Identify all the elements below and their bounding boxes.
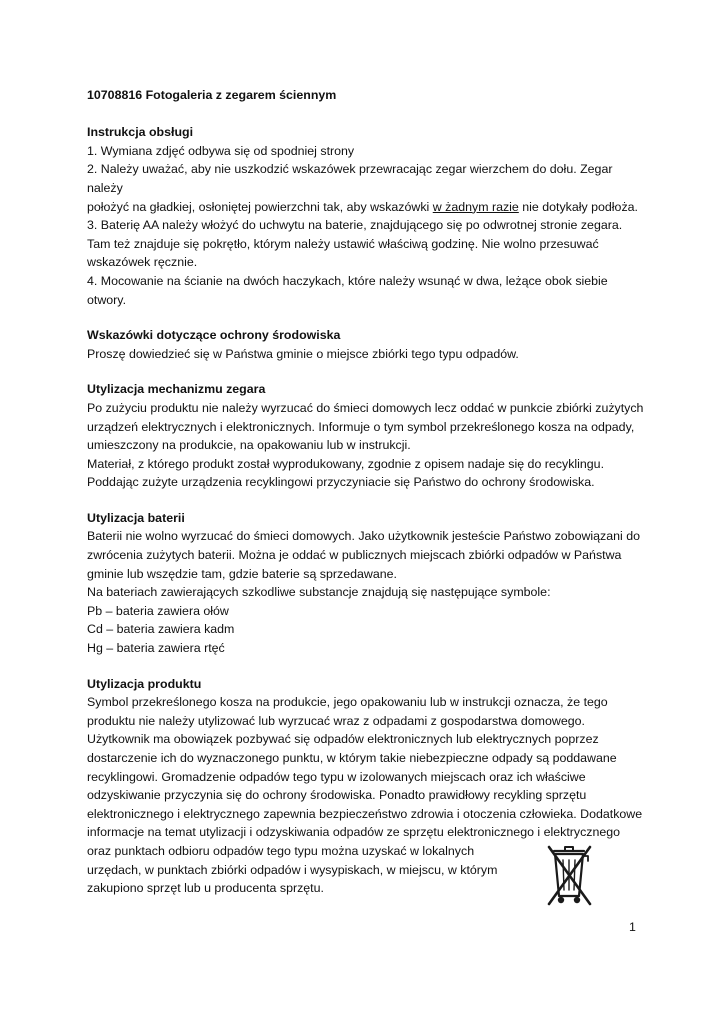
instructions-heading: Instrukcja obsługi xyxy=(87,125,194,140)
clock-mechanism-line: umieszczony na produkcie, na opakowaniu lub w instrukcji. xyxy=(87,438,411,453)
product-line: zakupiono sprzęt lub u producenta sprzętu. xyxy=(87,881,324,896)
battery-symbol-hg: Hg – bateria zawiera rtęć xyxy=(87,641,225,656)
product-line: Użytkownik ma obowiązek pozbywać się odpadów elektronicznych lub elektrycznych poprzez xyxy=(87,732,599,747)
product-heading: Utylizacja produktu xyxy=(87,676,202,691)
clock-mechanism-line: Materiał, z którego produkt został wyprodukowany, zgodnie z opisem nadaje się do recyklingu. xyxy=(87,456,605,471)
clock-mechanism-heading: Utylizacja mechanizmu zegara xyxy=(87,382,266,397)
battery-symbol-pb: Pb – bateria zawiera ołów xyxy=(87,603,229,618)
environment-heading: Wskazówki dotyczące ochrony środowiska xyxy=(87,328,341,343)
item-2-underlined-text: w żadnym razie xyxy=(432,199,519,214)
batteries-line: Na bateriach zawierających szkodliwe substancje znajdują się następujące symbole: xyxy=(87,585,551,600)
instructions-item-3-line-2: Tam też znajduje się pokrętło, którym należy ustawić właściwą godzinę. Nie wolno przesuwać xyxy=(87,236,599,251)
product-line: recyklingowi. Gromadzenie odpadów tego typu w izolowanych miejscach oraz ich właściwe xyxy=(87,769,586,784)
page-number: 1 xyxy=(629,920,636,934)
batteries-line: gminie lub wszędzie tam, gdzie baterie są sprzedawane. xyxy=(87,566,397,581)
product-line: urzędach, w punktach zbiórki odpadów i wysypiskach, w miejscu, w którym xyxy=(87,862,498,877)
instructions-item-1: 1. Wymiana zdjęć odbywa się od spodniej strony xyxy=(87,143,355,158)
product-line: oraz punktach odbioru odpadów tego typu można uzyskać w lokalnych xyxy=(87,843,475,858)
instructions-item-2-line-1: 2. Należy uważać, aby nie uszkodzić wskazówek przewracając zegar wierzchem do dołu. Zegar należy xyxy=(87,162,613,195)
product-line: odzyskiwanie przyczynia się do ochrony środowiska. Ponadto prawidłowy recykling sprzętu xyxy=(87,788,587,803)
instructions-item-3-line-1: 3. Baterię AA należy włożyć do uchwytu na baterie, znajdującego się po odwrotnej stronie zegara. xyxy=(87,218,623,233)
product-line: Symbol przekreślonego kosza na produkcie, jego opakowaniu lub w instrukcji oznacza, że tego xyxy=(87,695,608,710)
crossed-out-wheelie-bin-icon xyxy=(527,834,611,916)
batteries-heading: Utylizacja baterii xyxy=(87,510,185,525)
product-line: produktu nie należy utylizować lub wyrzucać wraz z odpadami z gospodarstwa domowego. xyxy=(87,713,585,728)
clock-mechanism-line: Poddając zużyte urządzenia recyklingowi przyczyniacie się Państwo do ochrony środowiska. xyxy=(87,475,595,490)
product-line: elektronicznego i elektrycznego zapewnia bezpieczeństwo zdrowia i otoczenia człowieka. Dodatkowe xyxy=(87,806,643,821)
clock-mechanism-line: Po zużyciu produktu nie należy wyrzucać do śmieci domowych lecz oddać w punkcie zbiórki zużytych xyxy=(87,400,644,415)
batteries-line: Baterii nie wolno wyrzucać do śmieci domowych. Jako użytkownik jesteście Państwo zobowiązani do xyxy=(87,529,641,544)
instructions-item-2-line-2 xyxy=(87,198,647,217)
product-line: informacje na temat utylizacji i odzyskiwania odpadów ze sprzętu elektronicznego i elektrycznego xyxy=(87,825,621,840)
clock-mechanism-line: urządzeń elektrycznych i elektronicznych. Informuje o tym symbol przekreślonego kosza na odpady, xyxy=(87,419,635,434)
product-line: dostarczenie ich do wyznaczonego punktu, w którym takie niebezpieczne odpady są poddawane xyxy=(87,751,617,765)
document-title: 10708816 Fotogaleria z zegarem ściennym xyxy=(87,88,337,102)
battery-symbol-cd: Cd – bateria zawiera kadm xyxy=(87,622,235,637)
environment-line: Proszę dowiedzieć się w Państwa gminie o miejsce zbiórki tego typu odpadów. xyxy=(87,346,519,361)
instructions-item-4-line-1: 4. Mocowanie na ścianie na dwóch haczykach, które należy wsunąć w dwa, leżące obok siebie xyxy=(87,273,608,288)
item-2-text-before: położyć na gładkiej, osłoniętej powierzchni tak, aby wskazówki xyxy=(87,199,433,214)
instructions-item-4-line-2: otwory. xyxy=(87,292,127,307)
item-2-text-after: nie dotykały podłoża. xyxy=(518,199,638,214)
instructions-item-3-line-3: wskazówek ręcznie. xyxy=(87,255,198,270)
batteries-line: zwrócenia zużytych baterii. Można je oddać w publicznych miejscach zbiórki odpadów w Państwa xyxy=(87,548,622,563)
document-page xyxy=(87,86,647,898)
